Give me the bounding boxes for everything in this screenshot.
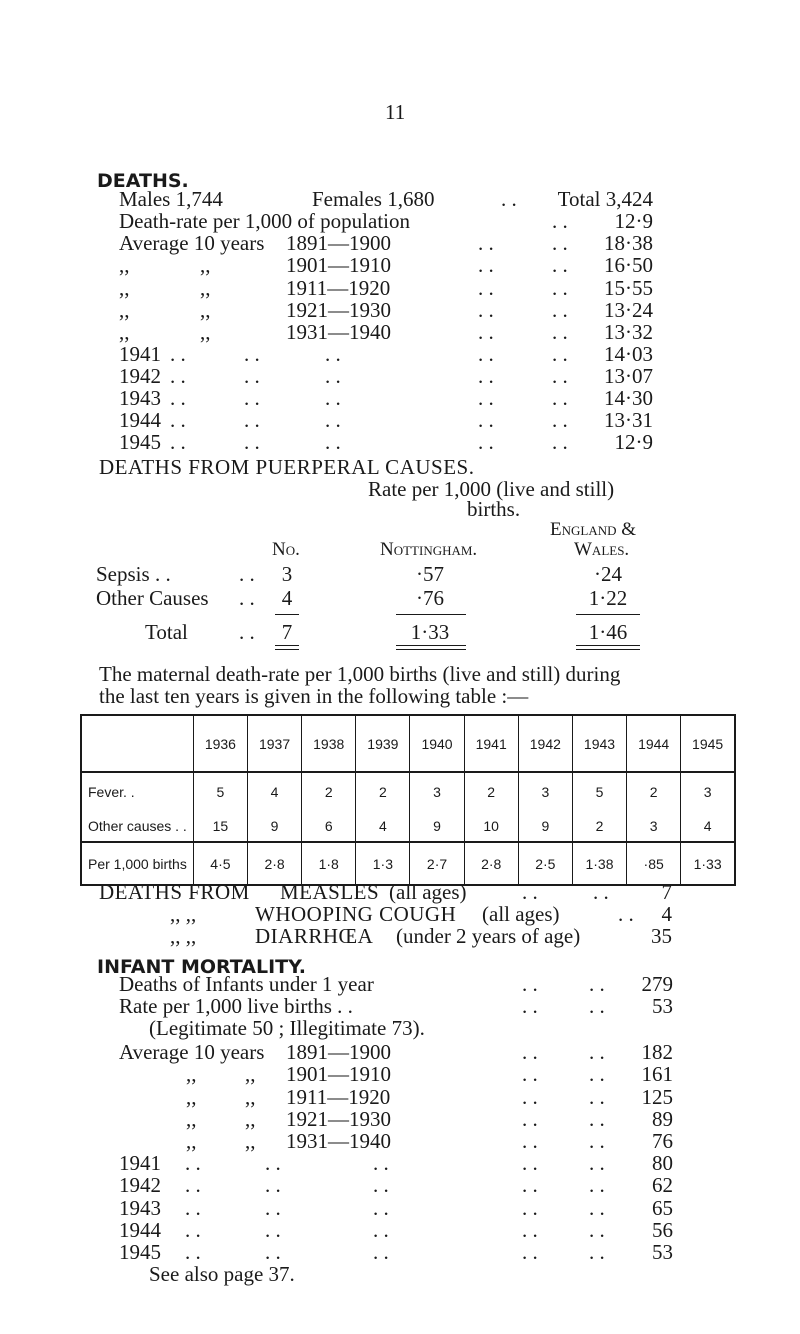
table-cell: 1·8 bbox=[302, 842, 356, 885]
table-cell: 3 bbox=[627, 811, 681, 842]
year-value: 65 bbox=[652, 1196, 673, 1220]
infant-deaths-value: 279 bbox=[641, 972, 673, 996]
leader-dots: . . bbox=[478, 298, 494, 322]
leader-dots: . . bbox=[552, 320, 568, 344]
infant-heading: INFANT MORTALITY. bbox=[97, 956, 306, 978]
leader-dots: . . bbox=[552, 364, 568, 388]
leader-dots: . . bbox=[552, 298, 568, 322]
row-label: Sepsis bbox=[96, 562, 150, 586]
leader-dots: . . bbox=[522, 880, 538, 904]
leader-dots: . . bbox=[325, 386, 341, 410]
page-number: 11 bbox=[385, 100, 406, 124]
year-label: 1945 bbox=[119, 1240, 161, 1264]
infant-rate-value: 53 bbox=[652, 994, 673, 1018]
leader-dots: . . bbox=[239, 562, 255, 586]
leader-dots: . . bbox=[244, 408, 260, 432]
maternal-table bbox=[80, 714, 736, 886]
leader-dots: . . bbox=[552, 430, 568, 454]
table-cell: 3 bbox=[410, 772, 464, 811]
leader-dots: . . bbox=[373, 1218, 389, 1242]
total-deaths: Total 3,424 bbox=[557, 187, 653, 211]
leader-dots: . . bbox=[522, 1218, 538, 1242]
leader-dots: . . bbox=[478, 386, 494, 410]
row-nottingham: 1·33 bbox=[410, 620, 450, 644]
other-death-value: 7 bbox=[661, 880, 672, 904]
other-death-cause: WHOOPING COUGH bbox=[255, 902, 457, 926]
other-death-qualifier: (under 2 years of age) bbox=[396, 924, 581, 948]
legitimate-note: (Legitimate 50 ; Illegitimate 73). bbox=[149, 1016, 425, 1040]
total-rule bbox=[576, 645, 640, 650]
leader-dots: . . bbox=[552, 231, 568, 255]
ditto-mark: ,, bbox=[200, 253, 211, 277]
females-count: Females 1,680 bbox=[312, 187, 435, 211]
average-label: Average 10 years bbox=[119, 231, 265, 255]
year-label: 1943 bbox=[119, 1196, 161, 1220]
ditto-mark: ,, bbox=[119, 320, 130, 344]
table-cell: 4·5 bbox=[193, 842, 247, 885]
year-value: 12·9 bbox=[614, 430, 653, 454]
table-cell: 5 bbox=[193, 772, 247, 811]
row-label: Per 1,000 births bbox=[81, 842, 193, 885]
year-label: 1944 bbox=[119, 408, 161, 432]
ditto-mark: ,, bbox=[245, 1107, 256, 1131]
leader-dots: . . bbox=[185, 1173, 201, 1197]
year-header: 1943 bbox=[572, 715, 626, 772]
average-value: 16·50 bbox=[604, 253, 653, 277]
ditto-mark: ,, bbox=[119, 298, 130, 322]
leader-dots: . . bbox=[244, 342, 260, 366]
leader-dots: . . bbox=[522, 1062, 538, 1086]
year-value: 13·07 bbox=[604, 364, 653, 388]
maternal-intro-line1: The maternal death-rate per 1,000 births (live and still) during bbox=[99, 662, 621, 686]
leader-dots: . . bbox=[244, 364, 260, 388]
leader-dots: . . bbox=[325, 408, 341, 432]
table-cell: 2·5 bbox=[518, 842, 572, 885]
table-cell: 1·33 bbox=[681, 842, 735, 885]
leader-dots: . . bbox=[552, 276, 568, 300]
row-label-text: Other causes bbox=[88, 818, 172, 834]
year-label: 1945 bbox=[119, 430, 161, 454]
leader-dots: . . bbox=[325, 364, 341, 388]
average-value: 89 bbox=[652, 1107, 673, 1131]
leader-dots: . . bbox=[589, 1151, 605, 1175]
ditto-mark: ,, bbox=[200, 276, 211, 300]
leader-dots: . . bbox=[265, 1173, 281, 1197]
leader-dots: . . bbox=[373, 1151, 389, 1175]
year-value: 80 bbox=[652, 1151, 673, 1175]
leader-dots: . . bbox=[185, 1240, 201, 1264]
average-value: 125 bbox=[641, 1085, 673, 1109]
table-row bbox=[81, 811, 735, 842]
leader-dots: . . bbox=[373, 1173, 389, 1197]
total-rule bbox=[275, 645, 299, 650]
leader-dots: . . bbox=[522, 1085, 538, 1109]
leader-dots: . . bbox=[185, 1151, 201, 1175]
leader-dots: . . bbox=[522, 1107, 538, 1131]
average-period: 1891—1900 bbox=[286, 1040, 391, 1064]
year-value: 14·03 bbox=[604, 342, 653, 366]
infant-average-label: Average 10 years bbox=[119, 1040, 265, 1064]
average-value: 18·38 bbox=[604, 231, 653, 255]
year-header: 1936 bbox=[193, 715, 247, 772]
average-period: 1901—1910 bbox=[286, 1062, 391, 1086]
year-value: 14·30 bbox=[604, 386, 653, 410]
leader-dots: . . bbox=[618, 902, 634, 926]
puerperal-heading: DEATHS FROM PUERPERAL CAUSES. bbox=[99, 455, 475, 479]
leader-dots: . . bbox=[522, 1173, 538, 1197]
other-death-cause: MEASLES bbox=[280, 880, 380, 904]
see-also-note: See also page 37. bbox=[149, 1262, 295, 1286]
average-value: 76 bbox=[652, 1129, 673, 1153]
year-value: 62 bbox=[652, 1173, 673, 1197]
ditto-mark: ,, bbox=[200, 298, 211, 322]
infant-deaths-label: Deaths of Infants under 1 year bbox=[119, 972, 374, 996]
table-cell: 2 bbox=[572, 811, 626, 842]
ditto-mark: ,, bbox=[245, 1062, 256, 1086]
table-cell: 10 bbox=[464, 811, 518, 842]
average-period: 1911—1920 bbox=[286, 1085, 391, 1109]
year-header: 1945 bbox=[681, 715, 735, 772]
leader-dots: . . bbox=[589, 1062, 605, 1086]
ditto-mark: ,, bbox=[186, 1062, 197, 1086]
col-wales: Wales. bbox=[574, 539, 630, 560]
year-header: 1940 bbox=[410, 715, 464, 772]
year-label: 1941 bbox=[119, 1151, 161, 1175]
table-cell: 1·3 bbox=[356, 842, 410, 885]
row-label bbox=[81, 811, 193, 842]
leader-dots: . . bbox=[478, 231, 494, 255]
row-label: Fever. . bbox=[81, 772, 193, 811]
sum-rule bbox=[396, 614, 466, 615]
table-cell: 4 bbox=[681, 811, 735, 842]
leader-dots: . . bbox=[552, 209, 568, 233]
year-header: 1939 bbox=[356, 715, 410, 772]
table-cell: 2 bbox=[356, 772, 410, 811]
leader-dots: . . bbox=[170, 430, 186, 454]
row-no: 7 bbox=[281, 620, 293, 644]
col-nottingham: Nottingham. bbox=[380, 539, 478, 560]
other-death-cause: DIARRHŒA bbox=[255, 924, 374, 948]
leader-dots: . . bbox=[522, 1240, 538, 1264]
leader-dots: . . bbox=[170, 342, 186, 366]
year-value: 53 bbox=[652, 1240, 673, 1264]
year-value: 56 bbox=[652, 1218, 673, 1242]
death-rate-value: 12·9 bbox=[614, 209, 653, 233]
table-cell: 4 bbox=[356, 811, 410, 842]
leader-dots: . . bbox=[552, 408, 568, 432]
ditto-marks: ,, ,, bbox=[170, 902, 197, 926]
table-cell: 2 bbox=[302, 772, 356, 811]
year-label: 1944 bbox=[119, 1218, 161, 1242]
table-cell: 9 bbox=[247, 811, 301, 842]
leader-dots: . . bbox=[552, 386, 568, 410]
row-label: Other Causes bbox=[96, 586, 209, 610]
other-death-value: 4 bbox=[661, 902, 672, 926]
sum-rule bbox=[576, 614, 640, 615]
blank-header-cell bbox=[81, 715, 193, 772]
leader-dots: . . bbox=[244, 386, 260, 410]
maternal-intro-line2: the last ten years is given in the following table :— bbox=[99, 684, 529, 708]
table-cell: 6 bbox=[302, 811, 356, 842]
average-period: 1931—1940 bbox=[286, 320, 391, 344]
rate-note-births: births. bbox=[467, 497, 521, 521]
row-nottingham: ·57 bbox=[416, 562, 444, 586]
year-header: 1941 bbox=[464, 715, 518, 772]
leader-dots: . . bbox=[373, 1196, 389, 1220]
leader-dots: . . bbox=[552, 342, 568, 366]
average-value: 13·32 bbox=[604, 320, 653, 344]
leader-dots: . . bbox=[589, 1107, 605, 1131]
ditto-mark: ,, bbox=[200, 320, 211, 344]
year-label: 1942 bbox=[119, 364, 161, 388]
average-period: 1921—1930 bbox=[286, 298, 391, 322]
leader-dots: . . bbox=[522, 972, 538, 996]
leader-dots: . . bbox=[589, 1240, 605, 1264]
other-death-qualifier: (all ages) bbox=[389, 880, 467, 904]
leader-dots: . . bbox=[522, 1151, 538, 1175]
average-value: 161 bbox=[641, 1062, 673, 1086]
leader-dots: . . bbox=[170, 408, 186, 432]
year-label: 1943 bbox=[119, 386, 161, 410]
average-period: 1931—1940 bbox=[286, 1129, 391, 1153]
leader-dots: . . bbox=[185, 1218, 201, 1242]
average-value: 182 bbox=[641, 1040, 673, 1064]
leader-dots: . . bbox=[478, 276, 494, 300]
leader-dots: . . bbox=[589, 994, 605, 1018]
males-count: Males 1,744 bbox=[119, 187, 223, 211]
infant-rate-label: Rate per 1,000 live births . . bbox=[119, 994, 353, 1018]
leader-dots: . . bbox=[522, 1129, 538, 1153]
leader-dots: . . bbox=[185, 1196, 201, 1220]
leader-dots: . . bbox=[478, 342, 494, 366]
leader-dots: . . bbox=[478, 408, 494, 432]
year-header: 1944 bbox=[627, 715, 681, 772]
leader-dots: . . bbox=[478, 253, 494, 277]
year-label: 1942 bbox=[119, 1173, 161, 1197]
leader-dots: . . bbox=[522, 1040, 538, 1064]
leader-dots: . . bbox=[589, 1196, 605, 1220]
table-cell: 2 bbox=[627, 772, 681, 811]
leader-dots: . . bbox=[478, 364, 494, 388]
total-rule bbox=[396, 645, 466, 650]
year-value: 13·31 bbox=[604, 408, 653, 432]
leader-dots: . . bbox=[170, 386, 186, 410]
leader-dots: . . bbox=[170, 364, 186, 388]
year-header: 1938 bbox=[302, 715, 356, 772]
ditto-mark: ,, bbox=[186, 1085, 197, 1109]
other-death-prefix: DEATHS FROM bbox=[99, 880, 250, 904]
average-value: 15·55 bbox=[604, 276, 653, 300]
row-no: 3 bbox=[281, 562, 293, 586]
leader-dots: . . bbox=[478, 430, 494, 454]
leader-dots: . . bbox=[373, 1240, 389, 1264]
leader-dots: . . bbox=[265, 1196, 281, 1220]
ditto-mark: ,, bbox=[119, 276, 130, 300]
row-england: 1·22 bbox=[588, 586, 628, 610]
row-england: ·24 bbox=[594, 562, 622, 586]
average-period: 1921—1930 bbox=[286, 1107, 391, 1131]
table-cell: ·85 bbox=[627, 842, 681, 885]
leader-dots: . . bbox=[325, 430, 341, 454]
average-period: 1901—1910 bbox=[286, 253, 391, 277]
ditto-marks: ,, ,, bbox=[170, 924, 197, 948]
leader-dots: . . bbox=[589, 1040, 605, 1064]
ditto-mark: ,, bbox=[186, 1129, 197, 1153]
other-death-value: 35 bbox=[651, 924, 672, 948]
row-england: 1·46 bbox=[588, 620, 628, 644]
leader-dots: . . bbox=[589, 1129, 605, 1153]
leader-dots: . . bbox=[265, 1151, 281, 1175]
table-cell: 1·38 bbox=[572, 842, 626, 885]
table-header-row bbox=[81, 715, 735, 772]
leader-dots: . . bbox=[589, 1218, 605, 1242]
table-cell: 3 bbox=[681, 772, 735, 811]
ditto-mark: ,, bbox=[119, 253, 130, 277]
row-no: 4 bbox=[281, 586, 293, 610]
other-death-qualifier: (all ages) bbox=[482, 902, 560, 926]
leader-dots: . . bbox=[522, 1196, 538, 1220]
leader-dots: . . bbox=[265, 1240, 281, 1264]
year-label: 1941 bbox=[119, 342, 161, 366]
ditto-mark: ,, bbox=[245, 1129, 256, 1153]
leader-dots: . . bbox=[589, 1085, 605, 1109]
leader-dots: . . bbox=[501, 187, 517, 211]
ditto-mark: ,, bbox=[186, 1107, 197, 1131]
average-value: 13·24 bbox=[604, 298, 653, 322]
year-header: 1937 bbox=[247, 715, 301, 772]
leader-dots: . . bbox=[265, 1218, 281, 1242]
sum-rule bbox=[275, 614, 299, 615]
col-england: England & bbox=[550, 519, 637, 540]
year-header: 1942 bbox=[518, 715, 572, 772]
table-cell: 2 bbox=[464, 772, 518, 811]
average-period: 1891—1900 bbox=[286, 231, 391, 255]
table-cell: 2·8 bbox=[247, 842, 301, 885]
table-row bbox=[81, 842, 735, 885]
leader-dots: . . bbox=[244, 430, 260, 454]
leader-dots: . . bbox=[175, 818, 187, 834]
ditto-mark: ,, bbox=[245, 1085, 256, 1109]
leader-dots: . . bbox=[552, 253, 568, 277]
leader-dots: . . bbox=[239, 586, 255, 610]
table-cell: 4 bbox=[247, 772, 301, 811]
leader-dots: . . bbox=[239, 620, 255, 644]
table-cell: 9 bbox=[518, 811, 572, 842]
table-row bbox=[81, 772, 735, 811]
leader-dots: . . bbox=[593, 880, 609, 904]
leader-dots: . . bbox=[325, 342, 341, 366]
leader-dots: . . bbox=[522, 994, 538, 1018]
death-rate-label: Death-rate per 1,000 of population bbox=[119, 209, 410, 233]
row-label: Total bbox=[145, 620, 188, 644]
table-cell: 5 bbox=[572, 772, 626, 811]
rate-note: Rate per 1,000 (live and still) bbox=[368, 477, 615, 501]
table-cell: 9 bbox=[410, 811, 464, 842]
table-cell: 2·7 bbox=[410, 842, 464, 885]
average-period: 1911—1920 bbox=[286, 276, 391, 300]
leader-dots: . . bbox=[478, 320, 494, 344]
col-no: No. bbox=[272, 539, 300, 560]
table-cell: 2·8 bbox=[464, 842, 518, 885]
leader-dots: . . bbox=[589, 972, 605, 996]
leader-dots: . . bbox=[155, 562, 171, 586]
deaths-heading: DEATHS. bbox=[97, 170, 189, 192]
table-cell: 3 bbox=[518, 772, 572, 811]
table-cell: 15 bbox=[193, 811, 247, 842]
leader-dots: . . bbox=[589, 1173, 605, 1197]
row-nottingham: ·76 bbox=[416, 586, 444, 610]
